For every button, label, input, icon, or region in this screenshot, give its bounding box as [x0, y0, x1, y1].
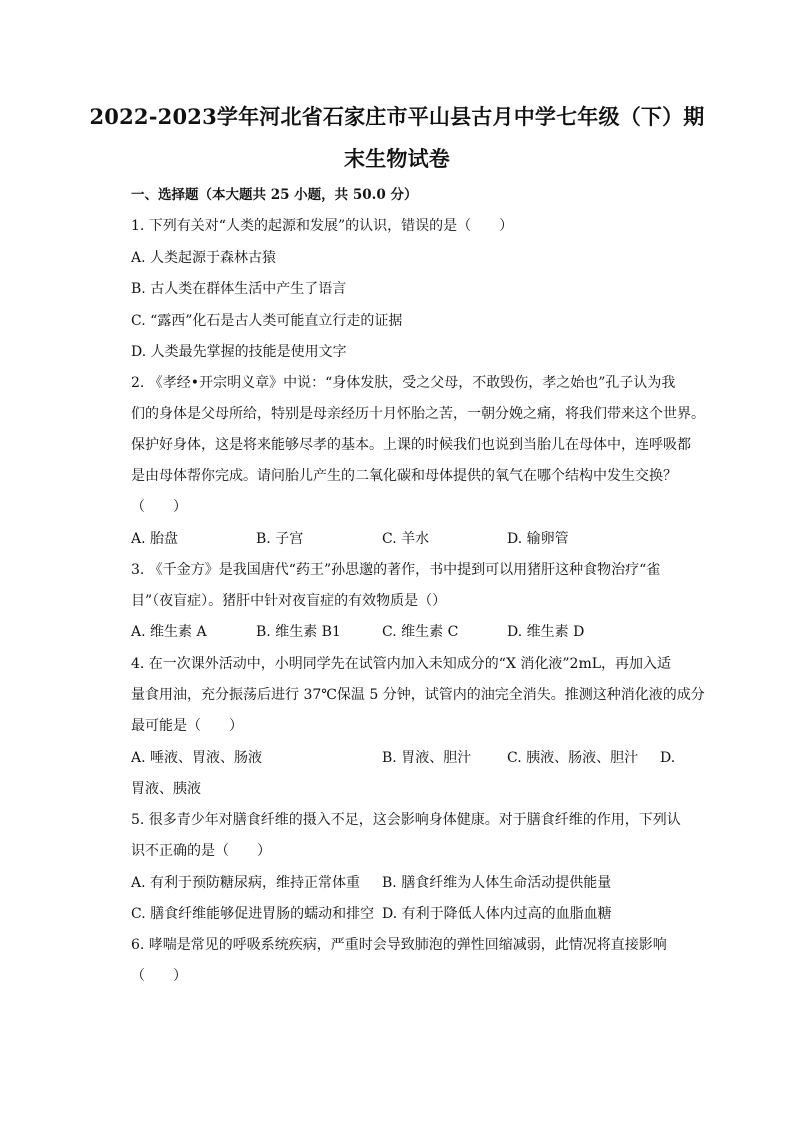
- question-5-option-c: C. 膳食纤维能够促进胃肠的蠕动和排空: [131, 906, 375, 922]
- question-4-option-d-text: 胃液、胰液: [131, 781, 201, 797]
- question-2-option-a: A. 胎盘: [131, 531, 179, 547]
- question-4-stem-line-1: 4. 在一次课外活动中，小明同学先在试管内加入未知成分的“X 消化液”2mL，再加入适: [131, 656, 672, 672]
- question-5-option-b: B. 膳食纤维为人体生命活动提供能量: [382, 875, 612, 891]
- question-4-stem-line-3: 最可能是（ ）: [131, 718, 243, 734]
- question-4-option-b: B. 胃液、胆汁: [382, 750, 472, 766]
- question-4-stem-line-2: 量食用油，充分振荡后进行 37℃保温 5 分钟，试管内的油完全消失。推测这种消化液的成分: [131, 687, 705, 703]
- question-3-option-a: A. 维生素 A: [131, 624, 207, 640]
- question-5-option-a: A. 有利于预防糖尿病，维持正常体重: [131, 875, 361, 891]
- question-2-stem-line-3: 保护好身体，这是将来能够尽孝的基本。上课的时候我们也说到当胎儿在母体中，连呼吸都: [131, 437, 691, 453]
- question-2-option-c: C. 羊水: [382, 531, 430, 547]
- question-6-stem-line-1: 6. 哮喘是常见的呼吸系统疾病，严重时会导致肺泡的弹性回缩减弱，此情况将直接影响: [131, 937, 667, 953]
- question-2-stem-line-4: 是由母体帮你完成。请问胎儿产生的二氧化碳和母体提供的氧气在哪个结构中发生交换？: [131, 468, 677, 484]
- question-4-option-c: C. 胰液、肠液、胆汁: [507, 750, 639, 766]
- question-3-stem-line-1: 3. 《千金方》是我国唐代“药王”孙思邈的著作，书中提到可以用猪肝这种食物治疗“雀: [131, 562, 661, 578]
- question-3-option-c: C. 维生素 C: [382, 624, 459, 640]
- question-3-option-d: D. 维生素 D: [507, 624, 585, 640]
- question-4-option-d-label: D.: [660, 750, 676, 766]
- question-6-stem-line-2: （ ）: [131, 968, 187, 984]
- question-1-option-d: D. 人类最先掌握的技能是使用文字: [131, 344, 347, 360]
- question-5-stem-line-1: 5. 很多青少年对膳食纤维的摄入不足，这会影响身体健康。对于膳食纤维的作用，下列认: [131, 812, 681, 828]
- exam-title-line-2: 末生物试卷: [344, 146, 450, 171]
- question-2-stem-line-5: （ ）: [131, 499, 187, 515]
- question-5-stem-line-2: 识不正确的是（ ）: [131, 843, 271, 859]
- question-2-option-d: D. 输卵管: [507, 531, 569, 547]
- question-2-stem-line-1: 2. 《孝经•开宗明义章》中说：“身体发肤，受之父母，不敢毁伤，孝之始也”孔子认为我: [131, 375, 676, 391]
- question-5-option-d: D. 有利于降低人体内过高的血脂血糖: [382, 906, 612, 922]
- question-1-option-a: A. 人类起源于森林古猿: [131, 250, 277, 266]
- question-1-option-c: C. “露西”化石是古人类可能直立行走的证据: [131, 313, 403, 329]
- section-heading: 一、选择题（本大题共 25 小题，共 50.0 分）: [131, 187, 418, 203]
- question-1-stem: 1. 下列有关对“人类的起源和发展”的认识，错误的是（ ）: [131, 218, 514, 234]
- question-4-option-a: A. 唾液、胃液、肠液: [131, 750, 263, 766]
- exam-title-line-1: 2022-2023学年河北省石家庄市平山县古月中学七年级（下）期: [89, 104, 705, 129]
- question-3-option-b: B. 维生素 B1: [256, 624, 341, 640]
- question-3-stem-line-2: 目”（夜盲症）。猪肝中针对夜盲症的有效物质是（）: [131, 593, 447, 609]
- question-1-option-b: B. 古人类在群体生活中产生了语言: [131, 281, 347, 297]
- question-2-option-b: B. 子宫: [256, 531, 304, 547]
- question-2-stem-line-2: 们的身体是父母所给，特别是母亲经历十月怀胎之苦，一朝分娩之痛，将我们带来这个世界。: [131, 406, 705, 422]
